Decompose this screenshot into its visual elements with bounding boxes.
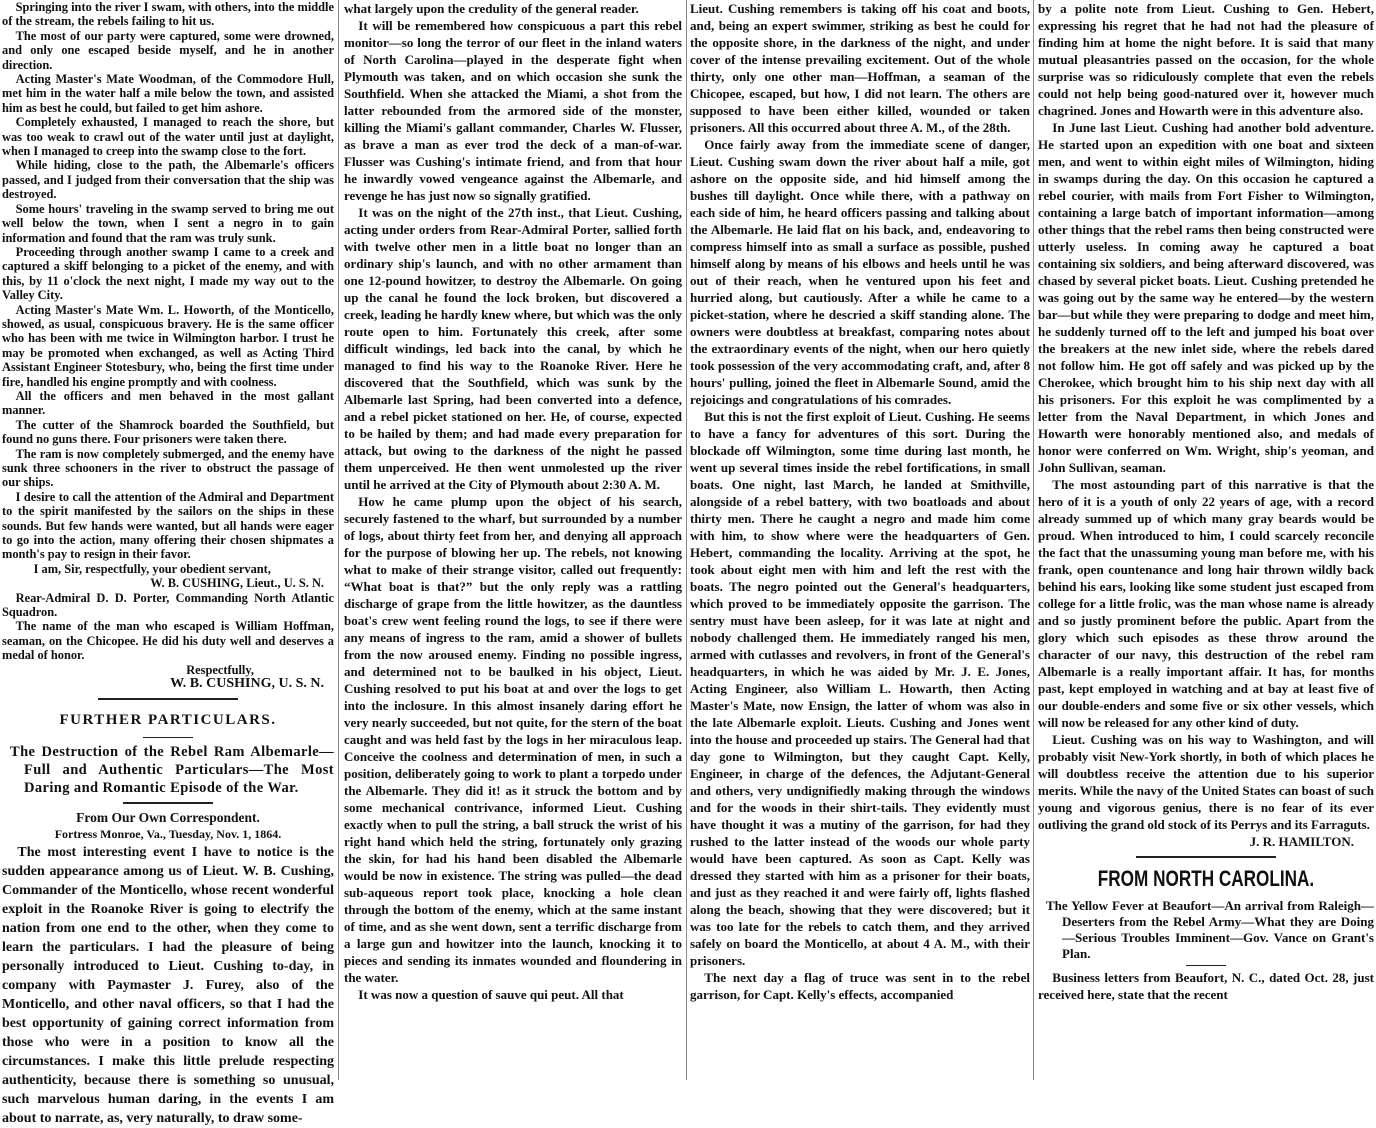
paragraph: The most interesting event I have to notice is the sudden appearance among us of Lieut. W. B. Cushing, Commander of the Monticello, whose recent wonderful exploit in the Roanoke River is going to electrify the nation from one end to the other, when they come to learn the particulars. I had the pleasure of being personally introduced to Lieut. Cushing to-day, in company with Paymaster J. Furey, also of the Monticello, and other naval officers, so that I had the best opportunity of gaining correct information from those who were in a position to know all the circumstances. I make this little prelude respecting authenticity, because there is something so unusual, such marvelous human daring, in the events I am about to narrate, as, very naturally, to draw some- [2, 844, 334, 1126]
paragraph: While hiding, close to the path, the Albemarle's officers passed, and I judged from their conversation that the ship was destroyed. [2, 158, 334, 202]
paragraph: In June last Lieut. Cushing had another bold adventure. He started upon an expedition with one boat and sixteen men, and went to within eight miles of Wilmington, hiding in swamps during the day. On this occasion he captured a rebel courier, with mails from Fort Fisher to Wilmington, containing a large batch of important information—among other things that the rebel rams then being constructed were utterly useless. In coming away he captured a boat containing six soldiers, and being afterward discovered, was chased by several picket boats. Lieut. Cushing pretended he was going out by the same way he entered—by the western bar—but while they were preparing to dodge and meet him, he suddenly turned off to the left and jumped his boat over the breakers at the new inlet side, where the rebels dared not follow him. He got off safely and was picked up by the Cherokee, which brought him to his ship next day with all his prisoners. For this exploit he was complimented by a letter from the Naval Department, in which Jones and Howarth were honorably mentioned also, and medals of honor were conferred on Wm. Wright, ship's yeoman, and John Sullivan, seaman. [1038, 120, 1374, 475]
dateline: Fortress Monroe, Va., Tuesday, Nov. 1, 1864. [54, 826, 282, 841]
paragraph: Springing into the river I swam, with others, into the middle of the stream, the rebels failing to hit us. [2, 0, 334, 29]
addressee: Rear-Admiral D. D. Porter, Commanding North Atlantic Squadron. [2, 590, 334, 620]
paragraph: How he came plump upon the object of his search, securely fastened to the wharf, but surrounded by a number of logs, about thirty feet from her, and denying all approach for the purpose of blowing her up. The rebels, not knowing what to make of their strange visitor, called out frequently: “What boat is that?” but the only reply was a rattling discharge of grape from the little howitzer, as the dauntless boat's crew went feeling round the logs, to see if there were any means of ingress to the ram, amid a shower of bullets from the now aroused enemy. Finding no possible ingress, and determined not to be baulked in his object, Lieut. Cushing resolved to put his boat at and over the logs to get into the inclosure. In this almost insanely daring effort he very nearly succeeded, but not quite, for the stern of the boat caught and was held fast by the logs in her miraculous leap. Conceive the coolness and determination of men, in such a position, deliberately going to work to plant a torpedo under the Albemarle. They did it! as it struck the bottom and by some mechanical contrivance, informed Lieut. Cushing exactly when to pull the string, a ball struck the wrist of his right hand which held the string, fortunately only grazing the skin, for had his hand been disabled the Albemarle would be now in existence. The string was pulled—the dead sub-aqueous report took place, knocking a hole clean through the bottom of the enemy, which at the same instant of time, and as she went down, sent a terrific discharge from a large gun and howitzer into the launch, knocking it to pieces and sending its inmates wounded and floundering in the water. [344, 494, 682, 985]
paragraph: I am, Sir, respectfully, your obedient servant, [33, 561, 271, 576]
paragraph: It will be remembered how conspicuous a part this rebel monitor—so long the terror of our fleet in the inland waters of North Carolina—played in the desperate fight when Plymouth was taken, and on which occasion she sunk the Southfield. When she attacked the Miami, a shot from the latter rebounded from the armored side of the monster, killing the Miami's gallant commander, Charles W. Flusser, as brave a man as ever trod the deck of a man-of-war. Flusser was Cushing's intimate friend, and from that hour he inwardly vowed vengeance against the Albemarle, and revenge he has just now so signally gratified. [344, 18, 682, 203]
paragraph: Lieut. Cushing remembers is taking off his coat and boots, and, being an expert swimmer, striking as best he could for the opposite shore, in the darkness of the night, and under cover of the intense prevailing excitement. Out of the whole thirty, only one other man—Hoffman, a seaman of the Chicopee, escaped, but how, I did not learn. The others are supposed to have been either killed, wounded or taken prisoners. All this occurred about three A. M., of the 28th. [690, 1, 1030, 135]
paragraph: Acting Master's Mate Woodman, of the Commodore Hull, met him in the water half a mile below the town, and assisted him as best he could, but failed to get him ashore. [2, 72, 334, 115]
postscript: The name of the man who escaped is William Hoffman, seaman, on the Chicopee. He did his duty well and deserves a medal of honor. [2, 619, 334, 663]
cushing-report [2, 0, 334, 692]
paragraph: The cutter of the Shamrock boarded the Southfield, but found no guns there. Four prisoners were taken there. [2, 417, 334, 447]
signature: W. B. CUSHING, U. S. N. [170, 676, 324, 692]
paragraph: The ram is now completely submerged, and the enemy have sunk three schooners in the river to obstruct the passage of our ships. [2, 446, 334, 490]
paragraph: The next day a flag of truce was sent in to the rebel garrison, for Capt. Kelly's effects, accompanied [690, 970, 1030, 1002]
paragraph: But this is not the first exploit of Lieut. Cushing. He seems to have a fancy for adventures of this sort. During the blockade off Wilmington, some time during last month, he went up several times inside the rebel fortifications, in small boats. One night, last March, he landed at Smithville, alongside of a rebel battery, with two boatloads and about thirty men. There he caught a negro and made him come with him, to show where were the headquarters of Gen. Hebert, commanding the locality. Arriving at the spot, he took about eight men with him and left the rest with the boats. The negro pointed out the General's headquarters, which proved to be immediately opposite the garrison. The sentry must have been asleep, for it was late at night and nobody challenged them. He immediately ranged his men, armed with cutlasses and revolvers, in front of the General's headquarters, in which he was aided by Mr. J. E. Jones, Acting Engineer, also William L. Howarth, then Acting Master's Mate, now Ensign, the latter of whom was also in the late Albemarle exploit. Lieuts. Cushing and Jones went into the house and proceeded up stairs. The General had that day gone to Wilmington, but they caught Capt. Kelly, Engineer, in charge of the defences, the Adjutant-General and others, very undignifiedly making through the windows and for the woods in their shirt-tails. They evidently must have thought it was a mutiny of the garrison, for had they rushed to the latter instead of the woods our whole party would have been captured. As soon as Capt. Kelly was dressed they started with him as a prisoner for their boats, and just as they reached it and were fairly off, lights flashed along the beach, showing that they were discovered; but it was too late for the rebels to catch them, and they arrived safely on board the Monticello, at about 4 A. M., with their prisoners. [690, 409, 1030, 968]
paragraph: Completely exhausted, I managed to reach the shore, but was too weak to crawl out of the water until just at daylight, when I managed to creep into the swamp close to the fort. [2, 115, 334, 159]
divider [123, 802, 213, 804]
column-rule [686, 0, 687, 1080]
signature: J. R. HAMILTON. [1249, 834, 1354, 849]
column-rule [1033, 0, 1034, 1080]
paragraph: It was now a question of sauve qui peut. All that [358, 987, 624, 1002]
column-3 [690, 0, 1030, 1003]
paragraph: The most of our party were captured, some were drowned, and only one escaped beside myself, and he in another direction. [2, 28, 334, 72]
subheading: The Yellow Fever at Beaufort—An arrival from Raleigh—Deserters from the Rebel Army—What they are Doing—Serious Troubles Imminent—Gov. Vance on Grant's Plan. [1046, 898, 1374, 961]
divider [98, 698, 238, 700]
section-heading: FURTHER PARTICULARS. [59, 711, 277, 728]
paragraph: All the officers and men behaved in the most gallant manner. [2, 388, 334, 418]
closing: Respectfully, [186, 662, 254, 677]
paragraph: Business letters from Beaufort, N. C., dated Oct. 28, just received here, state that the recent [1038, 970, 1374, 1002]
subheading: The Destruction of the Rebel Ram Albemarle—Full and Authentic Particulars—The Most Daring and Romantic Episode of the War. [10, 743, 334, 796]
paragraph: Once fairly away from the immediate scene of danger, Lieut. Cushing swam down the river about half a mile, got ashore on the opposite side, and hid himself among the bushes till daylight. Once while there, with a pathway on each side of him, he heard officers passing and talking about the Albemarle. He laid flat on his back, and, endeavoring to compress himself into as small a surface as possible, pushed himself along by means of his elbows and heels until he was out of their reach, when he ventured upon his feet and hurried along, but cautiously. After a while he came to a picket-station, where he descried a skiff standing alone. The owners were doubtless at breakfast, comparing notes about the extraordinary events of the night, when our hero quietly took possession of the very accommodating craft, and, after 8 hours' pulling, joined the fleet in Albemarle Sound, amid the rejoicings and congratulations of his comrades. [690, 137, 1030, 407]
column-4 [1038, 0, 1374, 1003]
column-2 [344, 0, 682, 1003]
paragraph: It was on the night of the 27th inst., that Lieut. Cushing, acting under orders from Rear-Admiral Porter, sallied forth with twelve other men in a little boat no longer than an ordinary ship's launch, and with no other armament than one 12-pound howitzer, to destroy the Albemarle. On going up the canal he found the lock broken, but discovered a creek, leading he hardly knew where, but which was the only route open to him. Fortunately this creek, after some difficult windings, led back into the canal, by which he managed to find his way to the Roanoke River. Here he discovered that the Southfield, which was sunk by the Albemarle last Spring, had been converted into a defence, and a rebel picket stationed on her. He, of course, expected to be hailed by them; and had made every preparation for attack, but owing to the darkness of the night he passed them unperceived. He then went unmolested up the river until he arrived at the City of Plymouth about 2:30 A. M. [344, 205, 682, 492]
paragraph: I desire to call the attention of the Admiral and Department to the spirit manifested by the sailors on the ships in these sounds. But few hands were wanted, but all hands were eager to go into the action, many offering their chosen shipmates a month's pay to resign in their favor. [2, 489, 334, 562]
signature: W. B. CUSHING, Lieut., U. S. N. [150, 576, 324, 591]
column-1 [2, 0, 334, 1128]
paragraph: by a polite note from Lieut. Cushing to Gen. Hebert, expressing his regret that he had not had the pleasure of finding him at home the night before. It is said that many mutual pleasantries passed on the occasion, for the whole surprise was so ridiculously complete that even the rebels could not help being good-natured over it, however much chagrined. Jones and Howarth were in this adventure also. [1038, 1, 1374, 118]
paragraph: Proceeding through another swamp I came to a creek and captured a skiff belonging to a picket of the enemy, and with this, by 11 o'clock the next night, I made my way out to the Valley City. [2, 244, 334, 303]
paragraph: The most astounding part of this narrative is that the hero of it is a youth of only 22 years of age, with a record already summed up of which many gray beards would be proud. When introduced to him, I could scarcely reconcile the fact that the unassuming young man before me, with his frank, open countenance and long hair thrown wildly back behind his ears, looking like some student just escaped from college for a little frolic, was the man whose name is already and so justly prominent before the public. Apart from the glory which such episodes as these throw around the character of our navy, this destruction of the rebel ram Albemarle is a really important affair. It has, for months past, kept employed in watching and at bay at least five of our double-enders and some five or six other vessels, which will now be released for any other kind of duty. [1038, 477, 1374, 730]
paragraph: Lieut. Cushing was on his way to Washington, and will probably visit New-York shortly, in both of which places he will doubtless receive the attention due to his superior merits. While the navy of the United States can boast of such young and vigorous genius, there is no fear of its ever outliving the grand old stock of its Perrys and its Farraguts. [1038, 732, 1374, 832]
divider [143, 737, 193, 738]
section-heading: FROM NORTH CAROLINA. [1097, 866, 1315, 891]
divider [1186, 965, 1226, 966]
paragraph: Some hours' traveling in the swamp served to bring me out well below the town, when I sent a negro in to gain information and found that the ram was truly sunk. [2, 201, 334, 245]
divider [1136, 856, 1276, 858]
column-rule [338, 0, 339, 1080]
byline: From Our Own Correspondent. [76, 809, 260, 825]
paragraph: what largely upon the credulity of the general reader. [344, 1, 639, 16]
paragraph: Acting Master's Mate Wm. L. Howorth, of the Monticello, showed, as usual, conspicuous bravery. He is the same officer who has been with me twice in Wilmington harbor. I trust he may be promoted when exchanged, as well as Acting Third Assistant Engineer Stotesbury, who, being the first time under fire, handled his engine promptly and with coolness. [2, 302, 334, 389]
